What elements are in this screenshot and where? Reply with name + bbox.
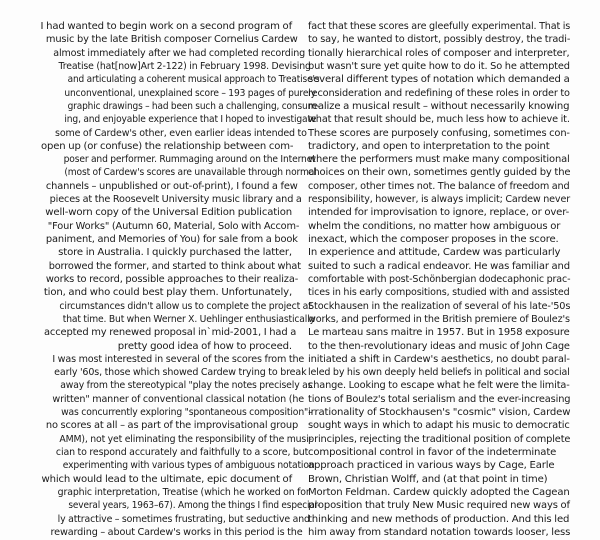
text-line: tradictory, and open to interpretation to the point <box>308 140 550 152</box>
text-line: some of Cardew's other, even earlier ideas intended to <box>55 127 307 139</box>
text-line: proposition that truly New Music required new ways of <box>308 500 570 512</box>
text-line: well-worn copy of the Universal Edition publication <box>45 207 292 219</box>
text-line: where the performers must make many compositional <box>308 154 570 166</box>
text-line: store in Australia. I quickly purchased the latter, <box>58 247 292 259</box>
text-line: principles, rejecting the traditional position of complete <box>308 433 571 445</box>
text-line: several years, 1963–67). Among the things I find especial- <box>68 500 321 512</box>
text-line: was concurrently exploring "spontaneous composition"– <box>61 407 313 419</box>
text-line: thinking and new methods of production. And this led <box>308 513 570 525</box>
text-line: poser and performer. Rummaging around on the Internet <box>63 154 316 166</box>
text-line: experimenting with various types of ambiguous notation <box>62 460 315 472</box>
left-text-column <box>40 20 321 539</box>
text-line: change. Looking to escape what he felt were the limita- <box>308 380 570 392</box>
text-line: intended for improvisation to ignore, replace, or over- <box>308 207 570 219</box>
text-line: Morton Feldman. Cardew quickly adopted the Cagean <box>308 486 570 498</box>
text-line: sought ways in which to adapt his music to democratic <box>308 420 570 432</box>
text-line: tices in his early compositions, studied with and assisted <box>308 287 570 299</box>
text-line: works, and performed in the British premiere of Boulez's <box>308 313 570 325</box>
text-line: channels – unpublished or out-of-print), I found a few <box>45 180 298 192</box>
text-line: These scores are purposely confusing, sometimes con- <box>308 127 570 139</box>
right-text-column <box>308 20 570 539</box>
text-line: to say, he wanted to distort, possibly destroy, the tradi- <box>308 34 571 46</box>
text-line: irrationality of Stockhausen's "cosmic" vision, Cardew <box>308 407 571 419</box>
text-line: cian to respond accurately and faithfully to a score, but <box>55 447 309 458</box>
text-line: "Four Works" (Autumn 60, Material, Solo with Accom- <box>47 220 300 232</box>
text-line: away from the stereotypical "play the notes precisely as <box>60 380 313 392</box>
text-line: several different types of notation which demanded a <box>308 74 570 86</box>
text-line: tion, and who could best play them. Unfortunately, <box>43 287 292 299</box>
text-line: no scores at all – as part of the improvisational group <box>45 420 299 432</box>
text-line: which would lead to the ultimate, epic document of <box>41 473 292 485</box>
text-line: whelm the conditions, no matter how ambiguous or <box>308 220 561 232</box>
text-line: approach practiced in various ways by Cage, Earle <box>308 460 555 472</box>
text-line: written" manner of conventional classical notation (he <box>52 393 305 405</box>
text-line: but wasn't sure yet quite how to do it. So he attempted <box>308 60 570 72</box>
text-line: tionally hierarchical roles of composer and interpreter, <box>308 47 570 59</box>
text-line: (most of Cardew's scores are unavailable through normal <box>64 167 317 179</box>
text-line: him away from standard notation towards looser, less <box>308 526 571 538</box>
text-line: leled by his own deeply held beliefs in political and social <box>308 367 570 379</box>
text-line: suited to such a radical endeavor. He was familiar and <box>308 260 570 272</box>
text-line: ing, and enjoyable experience that I hoped to investigate <box>64 114 317 126</box>
text-line: almost immediately after we had completed recording <box>53 47 306 59</box>
text-line: paniment, and Memories of You) for sale from a book <box>45 234 298 245</box>
text-line: and articulating a coherent musical approach to Treatise's <box>67 74 320 86</box>
text-line: open up (or confuse) the relationship between com- <box>40 140 294 152</box>
text-line: comfortable with post-Schönbergian dodecaphonic prac- <box>308 273 571 285</box>
text-line: accepted my renewed proposal in`mid-2001, I had a <box>43 327 297 339</box>
text-line: that time. But when Werner X. Uehlinger enthusiastically <box>62 313 315 325</box>
text-line: compositional control in favor of the indeterminate <box>308 447 557 458</box>
text-line: Le marteau sans maitre in 1957. But in 1958 exposure <box>308 327 570 339</box>
text-line: to the then-revolutionary ideas and music of John Cage <box>308 340 570 352</box>
text-line: graphic drawings – had been such a challenging, consum- <box>67 100 320 112</box>
text-line: pieces at the Roosevelt University music library and a <box>49 194 302 206</box>
text-line: choices on their own, sometimes gently guided by the <box>308 167 571 179</box>
text-line: AMM), not yet eliminating the responsibility of the musi- <box>59 433 312 445</box>
text-line: what that result should be, much less how to achieve it. <box>308 114 570 126</box>
text-line: music by the late British composer Cornelius Cardew <box>45 34 298 46</box>
text-line: realize a musical result – without necessarily knowing <box>308 100 570 112</box>
text-line: responsibility, however, is always implicit; Cardew never <box>308 194 570 206</box>
text-line: graphic interpretation, Treatise (which he worked on for <box>57 486 310 498</box>
text-line: circumstances didn't allow us to complete the project at <box>59 300 312 312</box>
text-line: tions of Boulez's total serialism and the ever-increasing <box>308 393 571 405</box>
text-line: In experience and attitude, Cardew was particularly <box>308 247 561 259</box>
text-line: ly attractive – sometimes frustrating, but seductive and <box>57 513 310 525</box>
text-line: Stockhausen in the realization of several of his late-'50s <box>308 300 571 312</box>
text-line: I had wanted to begin work on a second program of <box>40 21 292 32</box>
text-line: borrowed the former, and started to think about what <box>48 260 301 272</box>
text-line: fact that these scores are gleefully experimental. That is <box>308 21 571 32</box>
text-line: Brown, Christian Wolff, and (at that point in time) <box>308 473 548 485</box>
text-line: works to record, possible approaches to their realiza- <box>45 273 299 285</box>
text-line: composer, other times not. The balance of freedom and <box>308 180 570 192</box>
text-line: unconventional, unexplained score – 193 pages of purely <box>64 87 316 99</box>
text-line: pretty good idea of how to proceed. <box>117 340 292 352</box>
text-line: inexact, which the composer proposes in the score. <box>308 234 559 245</box>
text-line: initiated a shift in Cardew's aesthetics, no doubt paral- <box>308 353 570 365</box>
text-line: Treatise (hat[now]Art 2-122) in February 1998. Devising <box>58 60 311 72</box>
text-line: early '60s, those which showed Cardew trying to break <box>54 367 307 379</box>
text-line: reconsideration and redefining of these roles in order to <box>308 87 570 99</box>
text-line: rewarding – about Cardew's works in this period is the <box>50 526 303 538</box>
text-line: I was most interested in several of the scores from the <box>52 353 305 365</box>
